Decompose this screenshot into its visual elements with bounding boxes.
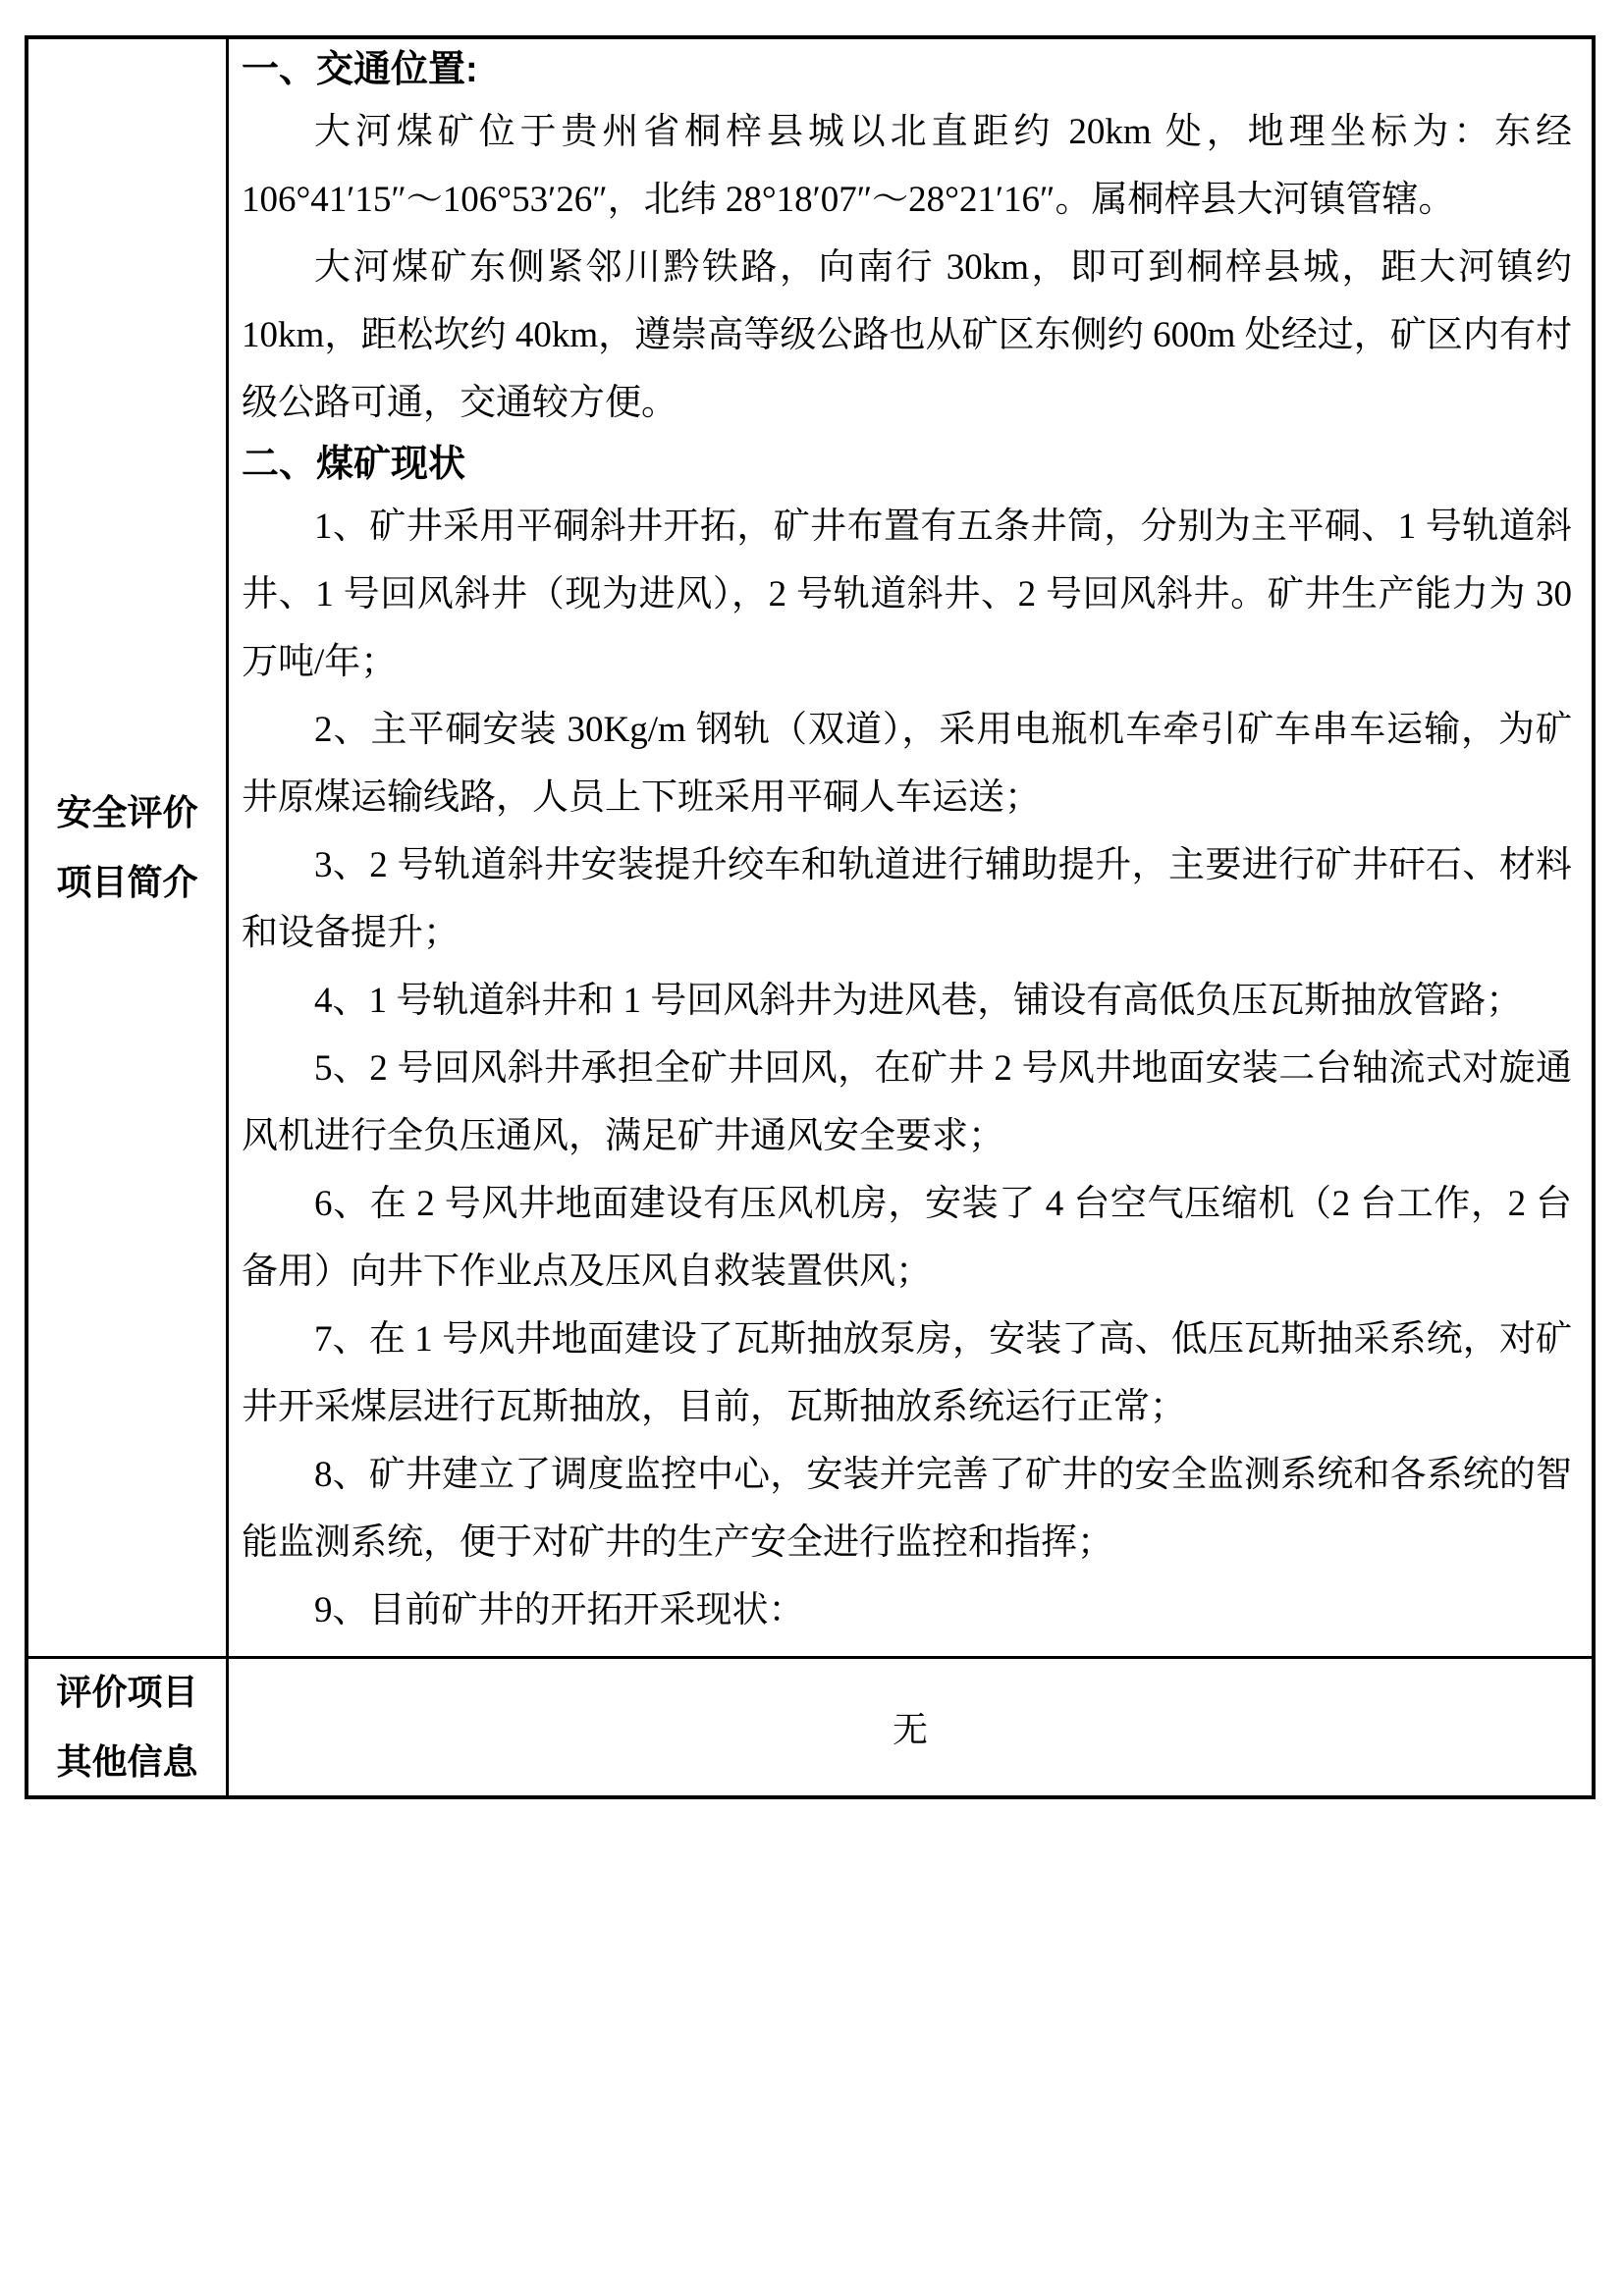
info-table xyxy=(25,35,1596,1799)
paragraph: 5、2 号回风斜井承担全矿井回风，在矿井 2 号风井地面安装二台轴流式对旋通风机进行全负压通风，满足矿井通风安全要求； xyxy=(242,1048,1572,1156)
other-info-content xyxy=(229,1659,1592,1795)
paragraph: 7、在 1 号风井地面建设了瓦斯抽放泵房，安装了高、低压瓦斯抽采系统，对矿井开采煤层进行瓦斯抽放，目前，瓦斯抽放系统运行正常； xyxy=(242,1319,1572,1427)
paragraph: 4、1 号轨道斜井和 1 号回风斜井为进风巷，铺设有高低负压瓦斯抽放管路； xyxy=(314,981,1523,1021)
paragraph: 6、在 2 号风井地面建设有压风机房，安装了 4 台空气压缩机（2 台工作，2 台备用）向井下作业点及压风自救装置供风； xyxy=(242,1184,1572,1292)
section-heading-traffic-location: 一、交通位置: xyxy=(242,49,478,90)
header-line: 项目简介 xyxy=(56,862,198,902)
header-line: 其他信息 xyxy=(56,1741,198,1782)
row-header-other-info xyxy=(28,1659,229,1795)
paragraph: 3、2 号轨道斜井安装提升绞车和轨道进行辅助提升，主要进行矿井矸石、材料和设备提升； xyxy=(242,845,1572,953)
header-line: 安全评价 xyxy=(56,792,198,832)
section-heading-mine-status: 二、煤矿现状 xyxy=(242,444,466,485)
row-header-project-summary xyxy=(28,39,229,1659)
paragraph: 大河煤矿东侧紧邻川黔铁路，向南行 30km，即可到桐梓县城，距大河镇约 10km，距松坎约 40km，遵崇高等级公路也从矿区东侧约 600m 处经过，矿区内有村级公路可通，交通较方便。 xyxy=(242,247,1572,423)
other-info-value: 无 xyxy=(892,1710,928,1749)
project-summary-content xyxy=(229,39,1592,1659)
paragraph: 大河煤矿位于贵州省桐梓县城以北直距约 20km 处，地理坐标为：东经 106°41′15″～106°53′26″，北纬 28°18′07″～28°21′16″。属桐梓县大河镇管辖。 xyxy=(242,112,1572,220)
paragraph: 8、矿井建立了调度监控中心，安装并完善了矿井的安全监测系统和各系统的智能监测系统，便于对矿井的生产安全进行监控和指挥； xyxy=(242,1455,1572,1563)
paragraph xyxy=(242,1644,1572,1659)
paragraph: 2、主平硐安装 30Kg/m 钢轨（双道），采用电瓶机车牵引矿车串车运输，为矿井原煤运输线路，人员上下班采用平硐人车运送； xyxy=(242,710,1572,818)
header-line: 评价项目 xyxy=(56,1672,198,1712)
paragraph: 1、矿井采用平硐斜井开拓，矿井布置有五条井筒，分别为主平硐、1 号轨道斜井、1 号回风斜井（现为进风），2 号轨道斜井、2 号回风斜井。矿井生产能力为 30 万吨/年； xyxy=(242,507,1572,682)
paragraph: 9、目前矿井的开拓开采现状： xyxy=(314,1590,805,1630)
